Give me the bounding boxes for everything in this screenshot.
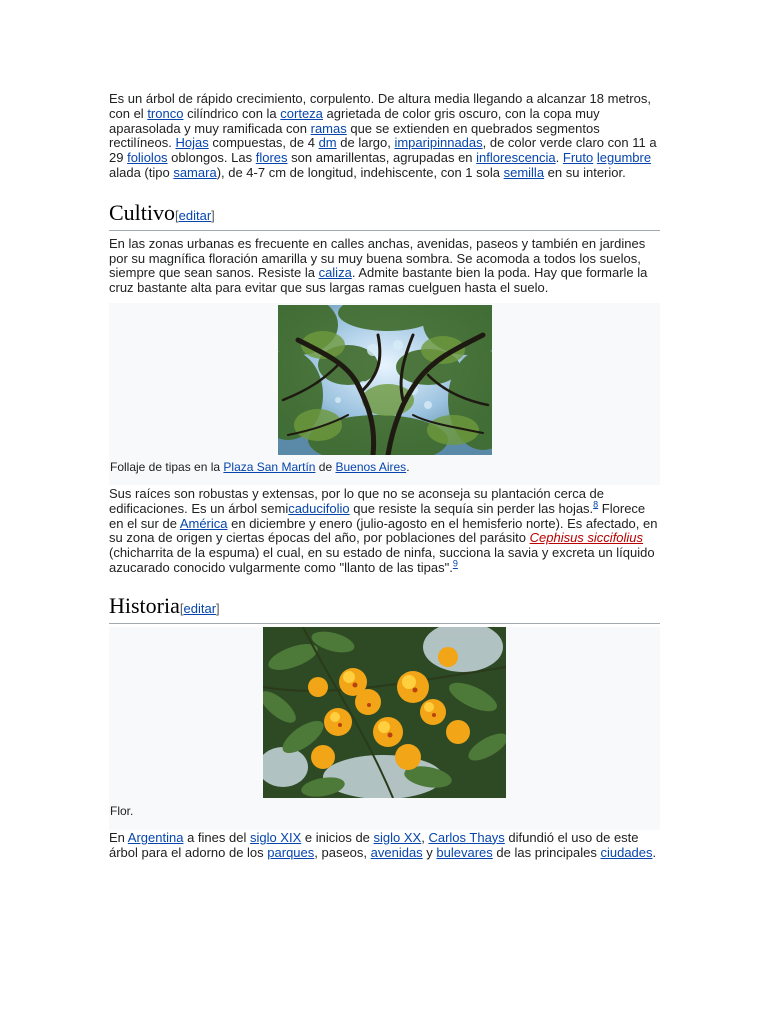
link-ciudades[interactable]: ciudades bbox=[600, 844, 653, 860]
cultivo-paragraph-2: Sus raíces son robustas y extensas, por lo que no se aconseja su plantación cerca de edificaciones. Es un árbol semicaducifolio que resiste la sequía sin perder las hojas.$^8$ Florece en el sur de América en diciembre y enero (julio-agosto en el hemisferio norte). Es afectado, en su zona de origen y ciertas épocas del año, por poblaciones del parásito Cephisus siccifolius (chicharrita de la espuma) el cual, en su estado de ninfa, succiona la savia y excreta un líquido azucarado conocido vulgarmente como "llanto de las tipas".$^9$ bbox=[109, 485, 658, 575]
cultivo-paragraph-1: En las zonas urbanas es frecuente en calles anchas, avenidas, paseos y también en jardines por su magnífica floración amarilla y su muy buena sombra. Se acomoda a todos los suelos, siempre que sean sanos. Resiste la caliza. Admite bastante bien la poda. Hay que formarle la cruz bastante alta para evitar que sus largas ramas cuelguen hasta el suelo. bbox=[109, 235, 648, 296]
intro-paragraph: Es un árbol de rápido crecimiento, corpulento. De altura media llegando a alcanzar 18 metros, con el tronco cilíndrico con la corteza agrietada de color gris oscuro, con la copa muy aparasolada y muy ramificada con ramas que se extienden en quebrados segmentos rectilíneos. Hojas compuestas, de 4 dm de largo, imparipinnadas, de color verde claro con 11 a 29 foliolos oblongos. Las flores son amarillentas, agrupadas en inflorescencia. Fruto legumbre alada (tipo samara), de 4-7 cm de longitud, indehiscente, con 1 sola semilla en su interior. bbox=[109, 91, 657, 180]
reference-8[interactable]: 8 bbox=[593, 499, 599, 510]
figure-flower bbox=[109, 627, 660, 830]
edit-link-historia[interactable]: editar bbox=[183, 600, 217, 616]
link-hojas[interactable]: Hojas bbox=[175, 135, 209, 151]
link-corteza[interactable]: corteza bbox=[280, 105, 323, 121]
link-siglo-xx[interactable]: siglo XX bbox=[373, 829, 422, 845]
figure-flower-caption: Flor. bbox=[110, 803, 134, 818]
link-avenidas[interactable]: avenidas bbox=[370, 844, 423, 860]
link-foliolos[interactable]: foliolos bbox=[127, 150, 168, 166]
historia-paragraph-1: En Argentina a fines del siglo XIX e inicios de siglo XX, Carlos Thays difundió el uso de este árbol para el adorno de los parques, paseos, avenidas y bulevares de las principales ciudades. bbox=[109, 829, 657, 860]
edit-section-cultivo: [editar] bbox=[175, 207, 215, 223]
heading-cultivo bbox=[109, 200, 660, 231]
link-bulevares[interactable]: bulevares bbox=[436, 844, 493, 860]
link-tronco[interactable]: tronco bbox=[147, 105, 184, 121]
heading-cultivo-title: Cultivo bbox=[109, 199, 176, 225]
edit-section-historia: [editar] bbox=[179, 600, 220, 616]
foliage-photo[interactable] bbox=[278, 305, 492, 455]
heading-historia-title: Historia bbox=[109, 592, 180, 618]
article-body bbox=[109, 92, 660, 860]
heading-historia bbox=[109, 593, 660, 624]
link-legumbre[interactable]: legumbre bbox=[596, 150, 652, 166]
edit-link-cultivo[interactable]: editar bbox=[178, 207, 212, 223]
link-buenos-aires[interactable]: Buenos Aires bbox=[335, 459, 407, 474]
flower-photo[interactable] bbox=[263, 627, 506, 798]
link-flores[interactable]: flores bbox=[255, 150, 288, 166]
link-parques[interactable]: parques bbox=[267, 844, 315, 860]
link-america[interactable]: América bbox=[179, 515, 228, 531]
link-semilla[interactable]: semilla bbox=[503, 164, 545, 180]
link-caliza[interactable]: caliza bbox=[318, 265, 352, 281]
link-plaza-san-martin[interactable]: Plaza San Martín bbox=[223, 459, 316, 474]
link-inflorescencia[interactable]: inflorescencia bbox=[476, 150, 556, 166]
link-argentina[interactable]: Argentina bbox=[127, 829, 184, 845]
link-carlos-thays[interactable]: Carlos Thays bbox=[428, 829, 505, 845]
link-samara[interactable]: samara bbox=[173, 164, 217, 180]
link-siglo-xix[interactable]: siglo XIX bbox=[249, 829, 302, 845]
figure-foliage bbox=[109, 303, 660, 485]
link-dm[interactable]: dm bbox=[318, 135, 337, 151]
reference-9[interactable]: 9 bbox=[452, 558, 458, 569]
figure-foliage-caption: Follaje de tipas en la Plaza San Martín de Buenos Aires. bbox=[110, 459, 410, 474]
link-ramas[interactable]: ramas bbox=[310, 120, 347, 136]
link-fruto[interactable]: Fruto bbox=[562, 150, 594, 166]
link-imparipinnadas[interactable]: imparipinnadas bbox=[394, 135, 483, 151]
link-cephisus-siccifolius[interactable]: Cephisus siccifolius bbox=[529, 530, 644, 546]
link-caducifolio[interactable]: caducifolio bbox=[288, 500, 350, 516]
